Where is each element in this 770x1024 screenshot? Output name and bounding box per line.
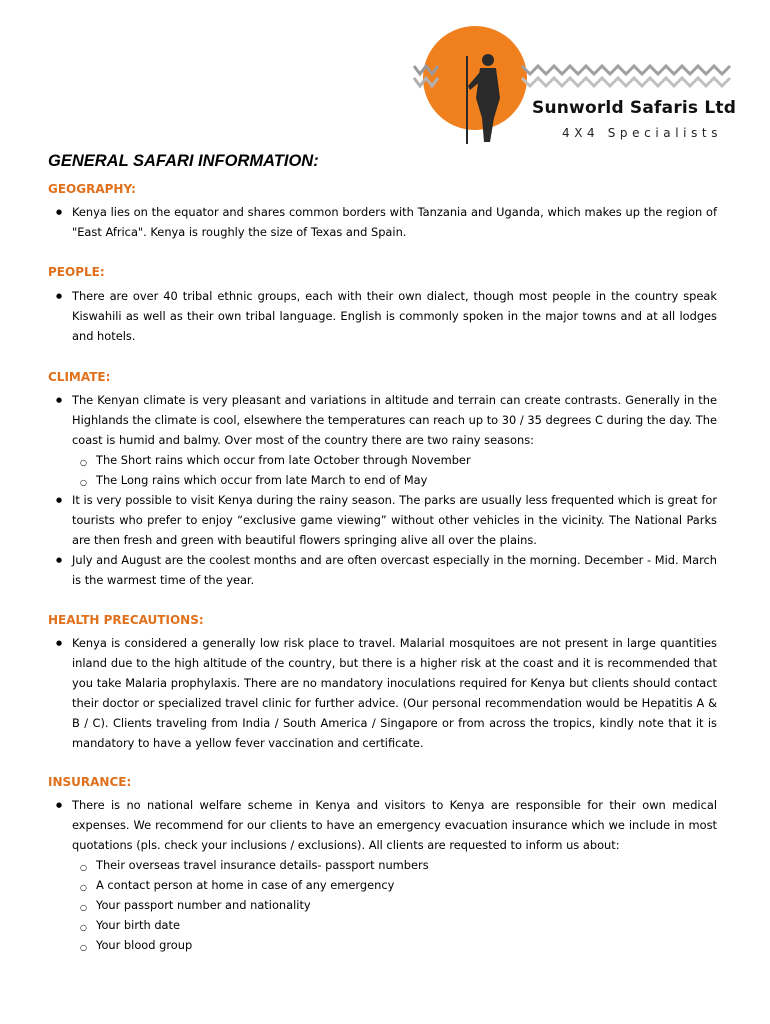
insurance-paragraph: There is no national welfare scheme in Kenya and visitors to Kenya are responsible for their own medical expenses. We recommend for our clients to have an emergency evacuation insurance which we include in most quotations (pls. check your inclusions / exclusions). All clients are requested to inform us about: xyxy=(72,798,717,852)
sub-bullet-icon xyxy=(80,935,88,955)
insurance-sub-item: Your blood group xyxy=(96,938,193,952)
section-heading-health: HEALTH PRECAUTIONS: xyxy=(48,613,204,627)
climate-paragraph: July and August are the coolest months and are often overcast especially in the morning. December - Mid. March is the warmest time of the year. xyxy=(72,553,717,587)
bullet-icon xyxy=(56,550,64,570)
section-heading-insurance: INSURANCE: xyxy=(48,775,132,789)
climate-sub-item: The Long rains which occur from late March to end of May xyxy=(96,473,428,487)
document-title: GENERAL SAFARI INFORMATION: xyxy=(48,152,319,170)
sub-bullet-icon xyxy=(80,450,88,470)
section-heading-people: PEOPLE: xyxy=(48,265,105,279)
people-paragraph: There are over 40 tribal ethnic groups, each with their own dialect, though most people in the country speak Kiswahili as well as their own tribal language. English is commonly spoken in the major towns and at all lodges and hotels. xyxy=(72,289,717,343)
climate-paragraph: It is very possible to visit Kenya during the rainy season. The parks are usually less frequented which is great for tourists who prefer to enjoy “exclusive game viewing” without other vehicles in the vicinity. The National Parks are then fresh and green with beautiful flowers springing alive all over the plains. xyxy=(72,493,717,547)
bullet-icon xyxy=(56,795,64,815)
bullet-icon xyxy=(56,390,64,410)
pattern-band-right xyxy=(522,66,730,86)
insurance-sub-item: Your passport number and nationality xyxy=(96,898,311,912)
bullet-icon xyxy=(56,286,64,306)
insurance-sub-item: A contact person at home in case of any emergency xyxy=(96,878,395,892)
geography-paragraph: Kenya lies on the equator and shares common borders with Tanzania and Uganda, which makes up the region of "East Africa". Kenya is roughly the size of Texas and Spain. xyxy=(72,205,717,239)
section-heading-climate: CLIMATE: xyxy=(48,370,111,384)
insurance-sub-item: Your birth date xyxy=(96,918,181,932)
bullet-icon xyxy=(56,490,64,510)
company-tagline: 4X4 Specialists xyxy=(562,126,723,140)
sub-bullet-icon xyxy=(80,895,88,915)
company-name: Sunworld Safaris Ltd xyxy=(532,98,737,118)
health-paragraph: Kenya is considered a generally low risk place to travel. Malarial mosquitoes are not present in large quantities inland due to the high altitude of the country, but there is a higher risk at the coast and it is recommended that you take Malaria prophylaxis. There are no mandatory inoculations required for Kenya but clients should contact their doctor or specialized travel clinic for further advice. (Our personal recommendation would be Hepatitis A & B / C). Clients traveling from India / South America / Singapore or from across the tropics, kindly note that it is mandatory to have a yellow fever vaccination and certificate. xyxy=(72,636,717,750)
company-logo xyxy=(410,20,755,150)
sub-bullet-icon xyxy=(80,855,88,875)
climate-sub-item: The Short rains which occur from late October through November xyxy=(96,453,471,467)
insurance-sub-item: Their overseas travel insurance details- passport numbers xyxy=(96,858,429,872)
sub-bullet-icon xyxy=(80,915,88,935)
bullet-icon xyxy=(56,633,64,653)
climate-paragraph: The Kenyan climate is very pleasant and variations in altitude and terrain can create contrasts. Generally in the Highlands the climate is cool, elsewhere the temperatures can reach up to 30 / 35 degrees C during the day. The coast is humid and balmy. Over most of the country there are two rainy seasons: xyxy=(72,393,717,447)
section-heading-geography: GEOGRAPHY: xyxy=(48,182,136,196)
sub-bullet-icon xyxy=(80,470,88,490)
bullet-icon xyxy=(56,202,64,222)
sub-bullet-icon xyxy=(80,875,88,895)
